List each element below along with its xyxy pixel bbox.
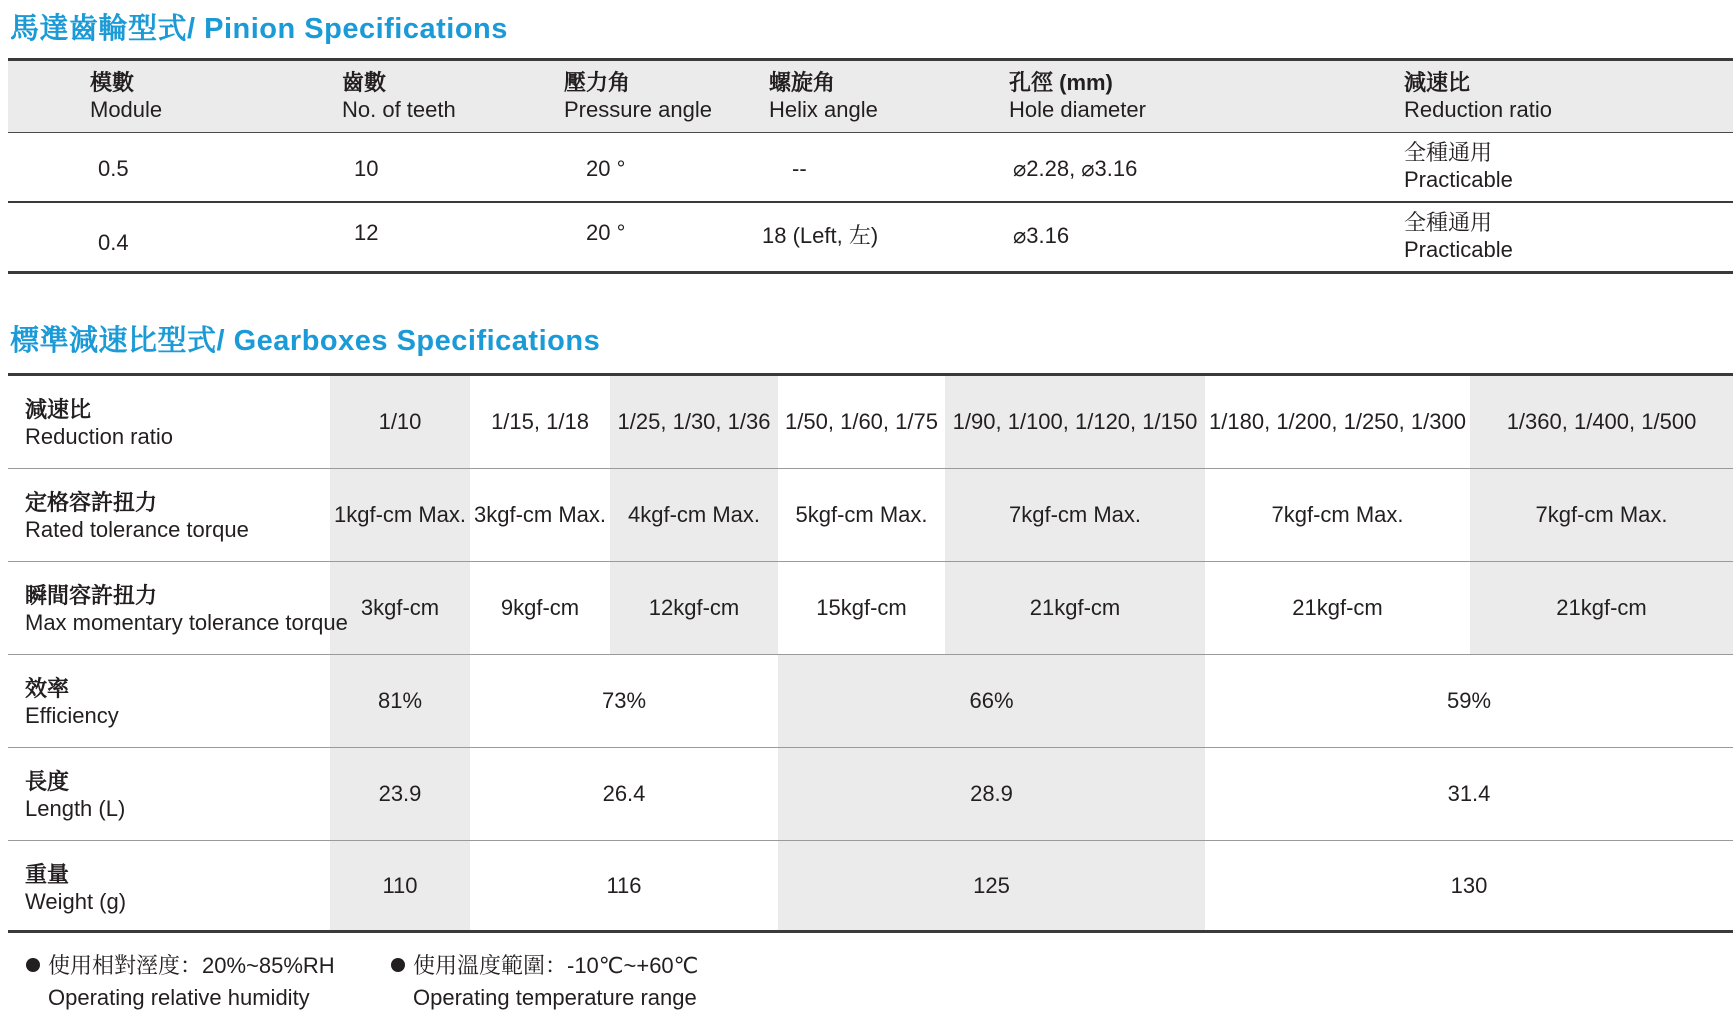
cell-ratio: 1/180, 1/200, 1/250, 1/300 xyxy=(1209,409,1466,434)
table-row xyxy=(8,562,1733,655)
cell-rated-torque: 5kgf-cm Max. xyxy=(795,502,928,527)
cell-ratio: 全種通用 Practicable xyxy=(1404,210,1513,262)
header-teeth: 齒數 No. of teeth xyxy=(342,70,456,122)
cell-rated-torque: 3kgf-cm Max. xyxy=(473,502,607,527)
cell-ratio: 1/360, 1/400, 1/500 xyxy=(1506,409,1697,434)
cell-max-torque: 3kgf-cm xyxy=(360,595,440,620)
cell-weight: 110 xyxy=(382,872,418,898)
gearbox-section-title: 標準減速比型式/ Gearboxes Specifications xyxy=(10,325,601,357)
cell-pressure: 20 ° xyxy=(586,220,626,245)
cell-ratio: 1/25, 1/30, 1/36 xyxy=(617,409,771,434)
note-temperature: 使用溫度範圍：-10℃~+60℃ Operating temperature range xyxy=(391,950,698,1014)
cell-max-torque: 9kgf-cm xyxy=(500,595,580,620)
cell-length: 28.9 xyxy=(970,781,1013,806)
cell-ratio: 1/90, 1/100, 1/120, 1/150 xyxy=(952,409,1198,434)
cell-rated-torque: 4kgf-cm Max. xyxy=(627,502,761,527)
cell-teeth: 10 xyxy=(354,156,379,181)
table-row xyxy=(8,376,1733,469)
table-row xyxy=(8,203,1733,273)
table-row xyxy=(8,133,1733,203)
cell-max-torque: 21kgf-cm xyxy=(1029,595,1121,620)
cell-max-torque: 21kgf-cm xyxy=(1292,595,1383,620)
header-pressure-angle: 壓力角 Pressure angle xyxy=(564,70,712,122)
label-efficiency: 效率 Efficiency xyxy=(25,676,119,728)
label-reduction-ratio: 減速比 Reduction ratio xyxy=(25,397,173,449)
cell-length: 26.4 xyxy=(602,781,646,806)
cell-max-torque: 15kgf-cm xyxy=(816,595,907,620)
header-helix-angle: 螺旋角 Helix angle xyxy=(769,70,878,122)
cell-length: 23.9 xyxy=(378,781,422,806)
table-row xyxy=(8,655,1733,748)
gearbox-table xyxy=(8,373,1733,933)
cell-rated-torque: 7kgf-cm Max. xyxy=(1535,502,1668,527)
cell-ratio: 1/50, 1/60, 1/75 xyxy=(785,409,938,434)
pinion-section-title: 馬達齒輪型式/ Pinion Specifications xyxy=(10,13,508,45)
header-module: 模數 Module xyxy=(90,70,163,122)
cell-ratio: 1/15, 1/18 xyxy=(491,409,589,434)
cell-weight: 125 xyxy=(973,872,1010,898)
cell-teeth: 12 xyxy=(354,220,379,245)
cell-weight: 130 xyxy=(1450,872,1488,898)
pinion-header-row xyxy=(8,61,1733,133)
cell-efficiency: 59% xyxy=(1446,688,1492,713)
cell-ratio: 1/10 xyxy=(378,409,422,434)
header-reduction-ratio: 減速比 Reduction ratio xyxy=(1404,70,1552,122)
bullet-icon xyxy=(391,958,405,972)
cell-efficiency: 73% xyxy=(601,688,647,713)
label-length: 長度 Length (L) xyxy=(25,769,126,821)
cell-module: 0.5 xyxy=(98,156,129,181)
header-hole-diameter: 孔徑 (mm) Hole diameter xyxy=(1009,70,1146,122)
table-row xyxy=(8,748,1733,841)
cell-efficiency: 66% xyxy=(969,688,1014,713)
label-rated-torque: 定格容許扭力 Rated tolerance torque xyxy=(25,490,249,542)
pinion-table xyxy=(8,58,1733,274)
cell-hole: ⌀2.28, ⌀3.16 xyxy=(1013,156,1138,181)
cell-weight: 116 xyxy=(606,872,642,898)
cell-efficiency: 81% xyxy=(377,688,423,713)
cell-length: 31.4 xyxy=(1447,781,1491,806)
cell-rated-torque: 7kgf-cm Max. xyxy=(1008,502,1142,527)
cell-helix: -- xyxy=(792,156,807,181)
cell-max-torque: 21kgf-cm xyxy=(1556,595,1647,620)
cell-ratio: 全種通用 Practicable xyxy=(1404,140,1513,192)
cell-rated-torque: 7kgf-cm Max. xyxy=(1271,502,1404,527)
cell-module: 0.4 xyxy=(98,230,129,255)
cell-rated-torque: 1kgf-cm Max. xyxy=(333,502,467,527)
note-humidity: 使用相對溼度：20%~85%RH Operating relative humidity xyxy=(26,950,335,1014)
cell-hole: ⌀3.16 xyxy=(1013,223,1070,248)
cell-pressure: 20 ° xyxy=(586,156,626,181)
label-weight: 重量 Weight (g) xyxy=(25,862,127,914)
cell-max-torque: 12kgf-cm xyxy=(648,595,740,620)
label-max-torque: 瞬間容許扭力 Max momentary tolerance torque xyxy=(25,583,348,635)
bullet-icon xyxy=(26,958,40,972)
cell-helix: 18 (Left, 左) xyxy=(762,223,879,248)
table-row xyxy=(8,469,1733,562)
table-row xyxy=(8,841,1733,930)
